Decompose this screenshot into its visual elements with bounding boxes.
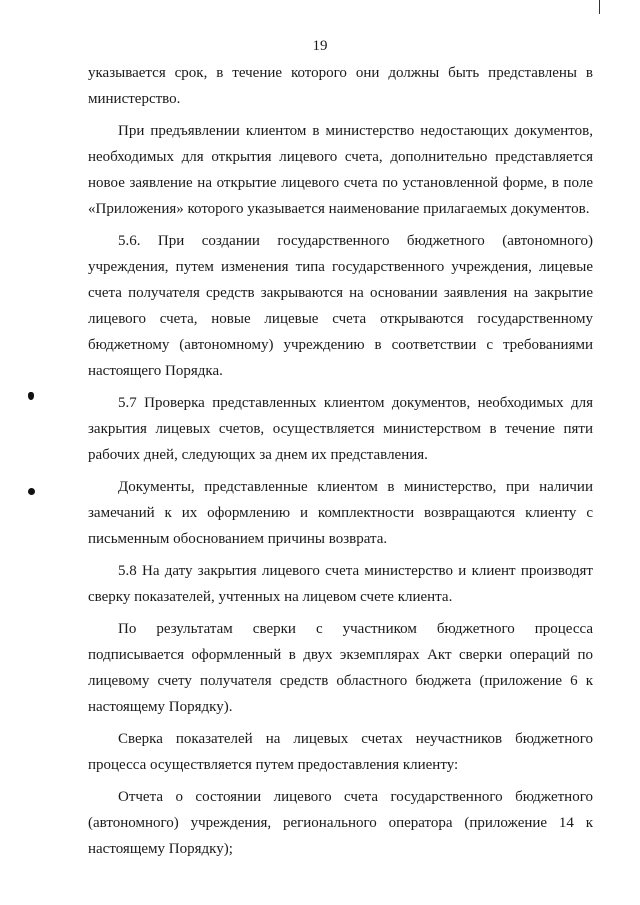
paragraph: 5.7 Проверка представленных клиентом документов, необходимых для закрытия лицевых счетов, осуществляется министерством в течение пяти рабочих дней, следующих за днем их представления. bbox=[88, 395, 593, 463]
paragraph: При предъявлении клиентом в министерство недостающих документов, необходимых для открытия лицевого счета, дополнительно представляется новое заявление на открытие лицевого счета по установленной форме, в поле «Приложения» которого указывается наименование прилагаемых документов. bbox=[88, 123, 593, 217]
edge-mark bbox=[599, 0, 600, 14]
paragraph: 5.8 На дату закрытия лицевого счета министерство и клиент производят сверку показателей, учтенных на лицевом счете клиента. bbox=[88, 563, 593, 605]
paragraph: Отчета о состоянии лицевого счета государственного бюджетного (автономного) учреждения, регионального оператора (приложение 14 к настоящему Порядку); bbox=[88, 789, 593, 857]
paragraph: Документы, представленные клиентом в министерство, при наличии замечаний к их оформлению и комплектности возвращаются клиенту с письменным обоснованием причины возврата. bbox=[88, 479, 593, 547]
paragraph: 5.6. При создании государственного бюджетного (автономного) учреждения, путем изменения типа государственного учреждения, лицевые счета получателя средств закрываются на основании заявления на закрытие лицевого счета, новые лицевые счета открываются государственному бюджетному (автономному) учреждению в соответствии с требованиями настоящего Порядка. bbox=[88, 233, 593, 379]
page-number: 19 bbox=[312, 38, 328, 54]
punch-hole-mark bbox=[28, 392, 34, 400]
paragraph: По результатам сверки с участником бюджетного процесса подписывается оформленный в двух экземплярах Акт сверки операций по лицевому счету получателя средств областного бюджета (приложение 6 к настоящему Порядку). bbox=[88, 621, 593, 715]
punch-hole-mark bbox=[28, 488, 35, 495]
document-body bbox=[88, 60, 593, 862]
paragraph: указывается срок, в течение которого они должны быть представлены в министерство. bbox=[88, 65, 593, 107]
paragraph: Сверка показателей на лицевых счетах неучастников бюджетного процесса осуществляется путем предоставления клиенту: bbox=[88, 731, 593, 773]
